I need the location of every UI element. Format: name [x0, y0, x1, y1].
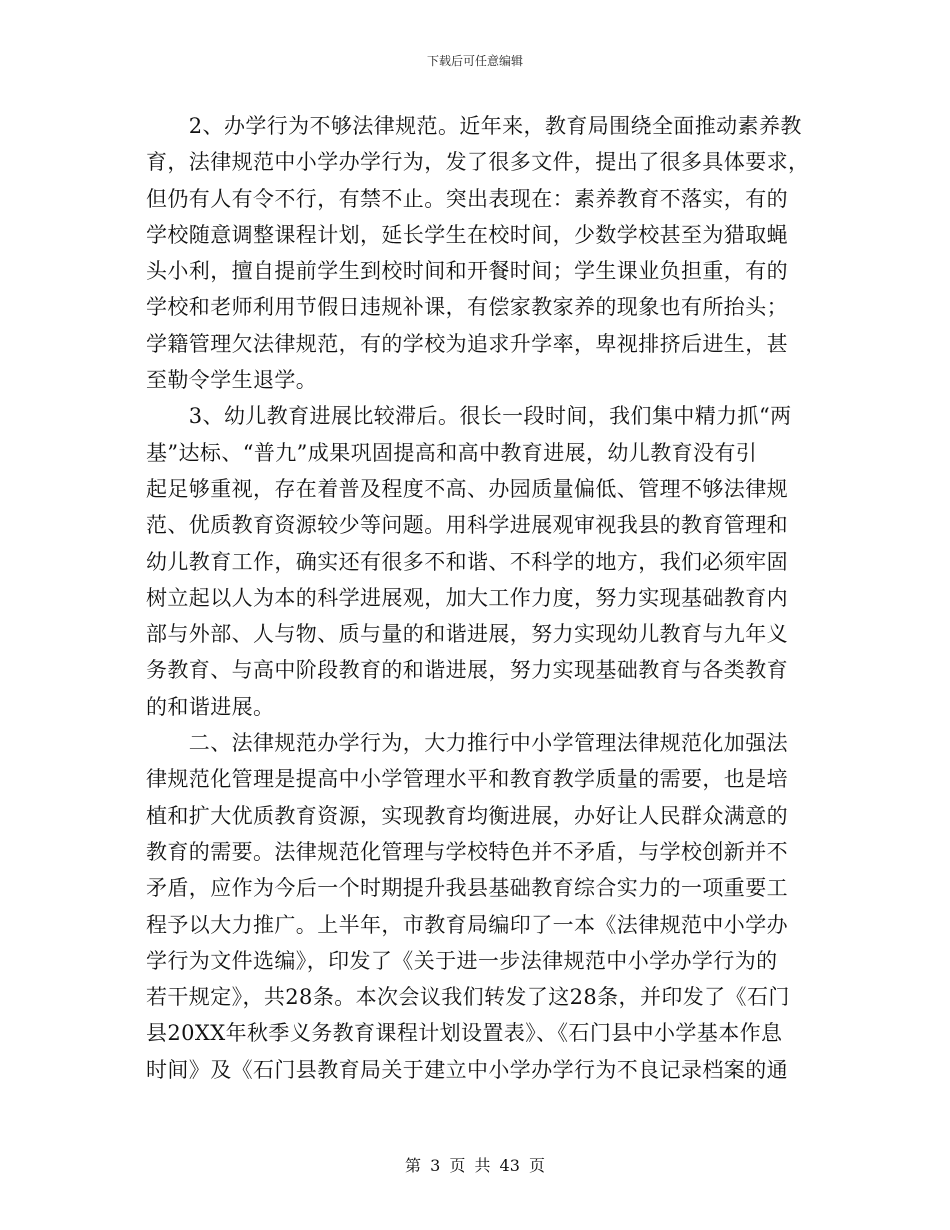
text-line: 矛盾，应作为今后一个时期提升我县基础教育综合实力的一项重要工 [146, 876, 788, 901]
text-line: 律规范化管理是提高中小学管理水平和教育教学质量的需要，也是培 [146, 767, 788, 792]
text-line: 学校和老师利用节假日违规补课，有偿家教家养的现象也有所抬头； [146, 295, 788, 320]
text-line: 县20XX年秋季义务教育课程计划设置表》、《石门县中小学基本作息 [146, 1021, 783, 1046]
text-line: 的和谐进展。 [146, 694, 275, 719]
text-line: 2、办学行为不够法律规范。近年来，教育局围绕全面推动素养教 [146, 114, 802, 138]
text-line: 学籍管理欠法律规范，有的学校为追求升学率，卑视排挤后进生，甚 [146, 331, 788, 356]
text-line: 务教育、与高中阶段教育的和谐进展，努力实现基础教育与各类教育 [146, 658, 788, 683]
text-line: 二、法律规范办学行为，大力推行中小学管理法律规范化加强法 [146, 731, 788, 756]
text-line: 范、优质教育资源较少等问题。用科学进展观审视我县的教育管理和 [146, 513, 788, 538]
text-line: 至勒令学生退学。 [146, 368, 318, 393]
text-line: 基”达标、“普九”成果巩固提高和高中教育进展，幼儿教育没有引 [146, 440, 758, 465]
text-line: 学校随意调整课程计划，延长学生在校时间，少数学校甚至为猎取蝇 [146, 222, 788, 247]
text-line: 时间》及《石门县教育局关于建立中小学办学行为不良记录档案的通 [146, 1057, 788, 1082]
text-line: 学行为文件选编》，印发了《关于进一步法律规范中小学办学行为的 [146, 948, 778, 973]
text-line: 部与外部、人与物、质与量的和谐进展，努力实现幼儿教育与九年义 [146, 622, 788, 647]
text-line: 教育的需要。法律规范化管理与学校特色并不矛盾，与学校创新并不 [146, 839, 788, 864]
text-line: 幼儿教育工作，确实还有很多不和谐、不科学的地方，我们必须牢固 [146, 549, 788, 574]
text-line: 树立起以人为本的科学进展观，加大工作力度，努力实现基础教育内 [146, 585, 788, 610]
page-number-footer: 第 3 页 共 43 页 [405, 1156, 545, 1175]
text-line: 植和扩大优质教育资源，实现教育均衡进展，办好让人民群众满意的 [146, 803, 788, 828]
text-line: 起足够重视，存在着普及程度不高、办园质量偏低、管理不够法律规 [146, 476, 788, 501]
text-line: 但仍有人有令不行，有禁不止。突出表现在：素养教育不落实，有的 [146, 186, 788, 211]
text-line: 程予以大力推广。上半年，市教育局编印了一本《法律规范中小学办 [146, 912, 788, 937]
text-line: 头小利，擅自提前学生到校时间和开餐时间；学生课业负担重，有的 [146, 259, 788, 284]
text-line: 3、幼儿教育进展比较滞后。很长一段时间，我们集中精力抓“两 [146, 404, 792, 429]
text-line: 若干规定》，共28条。本次会议我们转发了这28条，并印发了《石门 [146, 985, 790, 1010]
text-line: 育，法律规范中小学办学行为，发了很多文件，提出了很多具体要求， [146, 150, 810, 175]
page-header: 下载后可任意编辑 [426, 54, 523, 68]
document-body [146, 108, 808, 1088]
